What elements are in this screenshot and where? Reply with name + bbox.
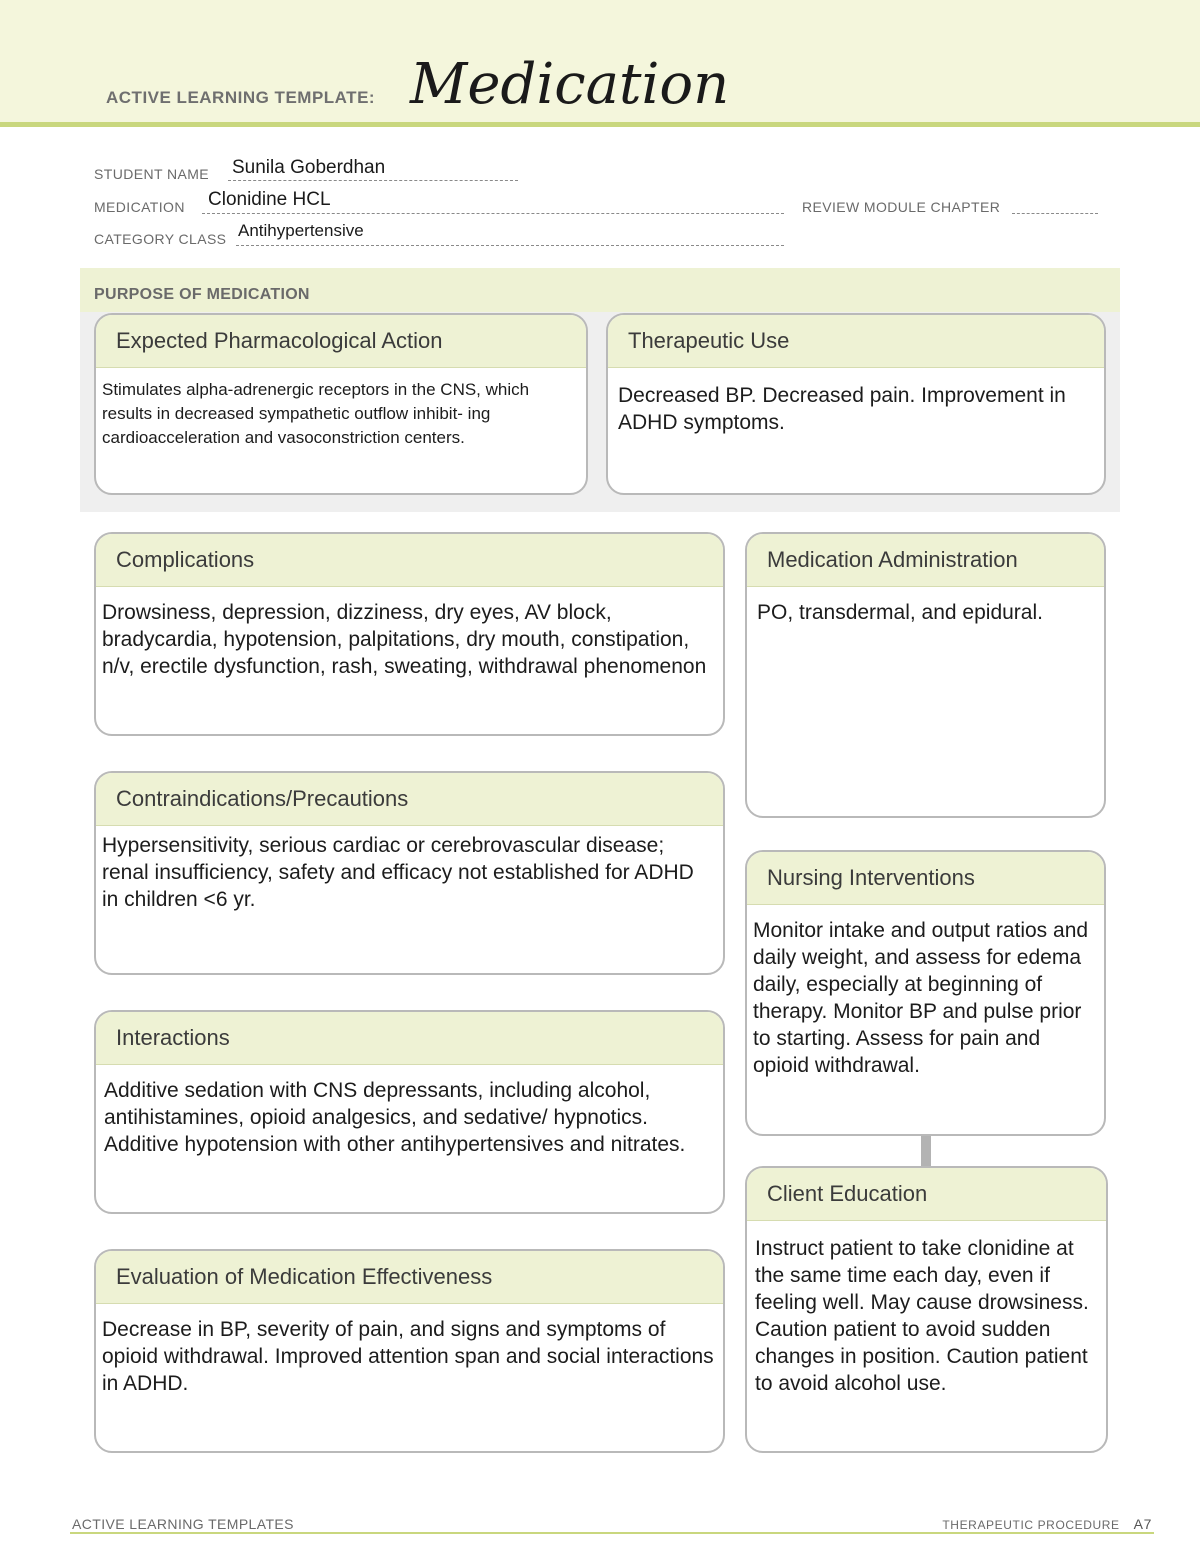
administration-title: Medication Administration	[747, 534, 1104, 587]
therapeutic-use-title: Therapeutic Use	[608, 315, 1104, 368]
student-name-field[interactable]: Sunila Goberdhan	[232, 157, 386, 178]
nursing-text[interactable]: Monitor intake and output ratios and daily weight, and assess for edema daily, especially at beginning of therapy. Monitor BP and pulse prior to starting. Assess for pain and opioid withdrawal.	[753, 919, 1089, 1077]
expected-action-title: Expected Pharmacological Action	[96, 315, 586, 368]
template-label: ACTIVE LEARNING TEMPLATE:	[106, 88, 376, 107]
complications-text[interactable]: Drowsiness, depression, dizziness, dry eyes, AV block, bradycardia, hypotension, palpitations, dry mouth, constipation, n/v, erectile dysfunction, rash, sweating, withdrawal phenomenon	[102, 601, 707, 678]
administration-card	[745, 532, 1106, 818]
student-name-line	[228, 180, 518, 181]
client-education-title: Client Education	[747, 1168, 1106, 1221]
purpose-label: PURPOSE OF MEDICATION	[94, 286, 310, 303]
student-name-label: STUDENT NAME	[94, 166, 209, 182]
medication-field[interactable]: Clonidine HCL	[208, 189, 331, 210]
expected-action-card	[94, 313, 588, 495]
interactions-title: Interactions	[96, 1012, 723, 1065]
client-education-card	[745, 1166, 1108, 1453]
category-class-line	[236, 245, 784, 246]
interactions-card	[94, 1010, 725, 1214]
footer-rule	[70, 1532, 1154, 1534]
evaluation-text[interactable]: Decrease in BP, severity of pain, and signs and symptoms of opioid withdrawal. Improved attention span and social interactions in ADHD.	[102, 1318, 714, 1395]
review-module-field[interactable]	[1012, 213, 1098, 214]
nursing-title: Nursing Interventions	[747, 852, 1104, 905]
client-education-text[interactable]: Instruct patient to take clonidine at the same time each day, even if feeling well. May cause drowsiness. Caution patient to avoid sudden changes in position. Caution patient to avoid alcohol use.	[755, 1237, 1089, 1395]
category-class-label: CATEGORY CLASS	[94, 231, 227, 247]
contraindications-card	[94, 771, 725, 975]
review-module-label: REVIEW MODULE CHAPTER	[802, 199, 1001, 215]
contraindications-title: Contraindications/Precautions	[96, 773, 723, 826]
complications-title: Complications	[96, 534, 723, 587]
complications-card	[94, 532, 725, 736]
page-title: Medication	[410, 52, 730, 117]
footer-left-label: ACTIVE LEARNING TEMPLATES	[72, 1516, 294, 1532]
administration-text[interactable]: PO, transdermal, and epidural.	[757, 601, 1043, 624]
header-rule	[0, 122, 1200, 127]
connector-bar	[921, 1136, 931, 1166]
evaluation-title: Evaluation of Medication Effectiveness	[96, 1251, 723, 1304]
contraindications-text[interactable]: Hypersensitivity, serious cardiac or cerebrovascular disease; renal insufficiency, safety and efficacy not established for ADHD in children <6 yr.	[102, 834, 694, 911]
therapeutic-use-card	[606, 313, 1106, 495]
footer-right	[942, 1516, 1152, 1532]
therapeutic-use-text[interactable]: Decreased BP. Decreased pain. Improvement in ADHD symptoms.	[618, 384, 1066, 434]
page-number: A7	[1133, 1516, 1152, 1532]
medication-line	[202, 213, 784, 214]
nursing-card	[745, 850, 1106, 1136]
footer-right-label: THERAPEUTIC PROCEDURE	[942, 1518, 1120, 1532]
medication-label: MEDICATION	[94, 199, 185, 215]
evaluation-card	[94, 1249, 725, 1453]
interactions-text[interactable]: Additive sedation with CNS depressants, including alcohol, antihistamines, opioid analgesics, and sedative/ hypnotics. Additive hypotension with other antihypertensives and nitrates.	[104, 1079, 686, 1156]
category-class-field[interactable]: Antihypertensive	[238, 221, 364, 240]
expected-action-text[interactable]: Stimulates alpha-adrenergic receptors in the CNS, which results in decreased sympathetic outflow inhibit- ing cardioacceleration and vasoconstriction centers.	[102, 380, 530, 447]
